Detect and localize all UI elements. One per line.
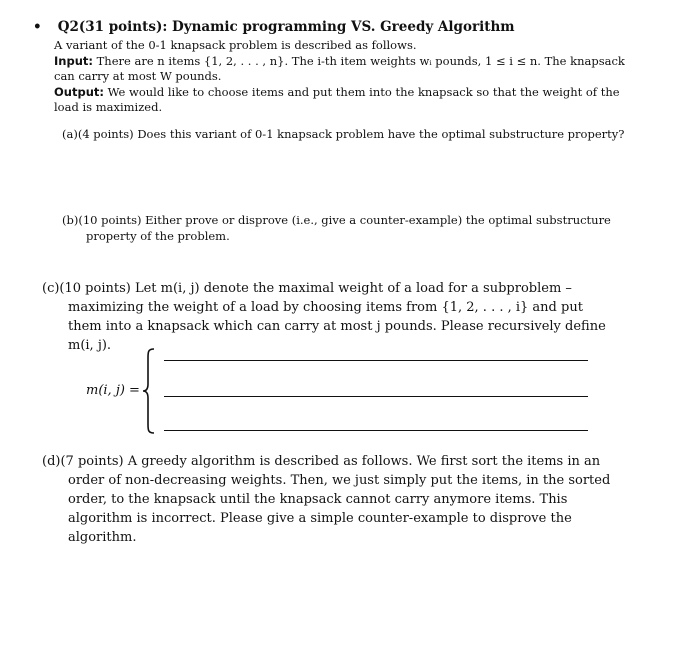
question-header — [33, 18, 653, 36]
answer-line-2[interactable] — [164, 396, 588, 397]
bullet: • — [33, 19, 42, 35]
variant-text: A variant of the 0-1 knapsack problem is described as follows. — [54, 38, 417, 52]
answer-line-3[interactable] — [164, 430, 588, 431]
part-a — [62, 126, 632, 142]
part-a-text: (a)(4 points) Does this variant of 0-1 knapsack problem have the optimal substructure property? — [62, 127, 625, 141]
question-title: Q2(31 points): Dynamic programming VS. Greedy Algorithm — [57, 19, 515, 35]
input-paragraph — [54, 54, 634, 85]
part-d-text: (d)(7 points) A greedy algorithm is described as follows. We first sort the items in an order of non-decreasing weights. Then, we just simply put the items, in the sorted order, to the knapsack until the knapsack cannot carry anymore items. This algorithm is incorrect. Please give a simple counter-example to disprove the algorithm. — [42, 454, 611, 545]
left-brace — [142, 348, 156, 434]
part-b-text: (b)(10 points) Either prove or disprove (i.e., give a counter-example) the optimal substructure property of the problem. — [62, 213, 611, 243]
output-label: Output: — [54, 84, 104, 99]
input-text: There are n items {1, 2, . . . , n}. The i-th item weights wᵢ pounds, 1 ≤ i ≤ n. The knapsack can carry at most W pounds. — [54, 53, 625, 83]
part-c-text: (c)(10 points) Let m(i, j) denote the maximal weight of a load for a subproblem – maximizing the weight of a load by choosing items from {1, 2, . . . , i} and put them into a knapsack which can carry at most j pounds. Please recursively define m(i, j). — [42, 281, 606, 353]
output-text: We would like to choose items and put them into the knapsack so that the weight of the load is maximized. — [54, 84, 620, 114]
input-label: Input: — [54, 53, 93, 68]
output-paragraph — [54, 85, 634, 116]
part-d — [42, 452, 617, 547]
problem-description — [54, 38, 634, 116]
part-c — [42, 279, 617, 355]
part-b — [62, 212, 632, 244]
answer-line-1[interactable] — [164, 360, 588, 361]
equation-label: m(i, j) = — [86, 383, 140, 398]
